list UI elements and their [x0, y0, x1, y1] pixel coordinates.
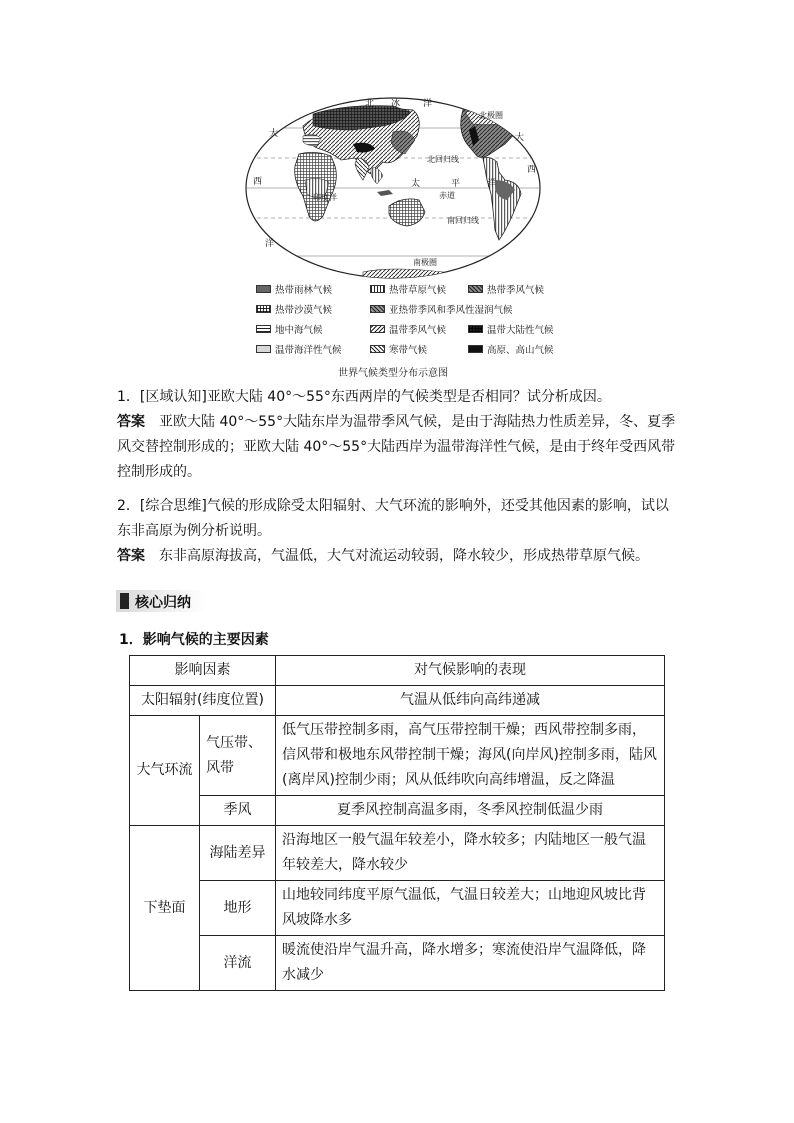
map-label-atlantic-right-1: 大 [515, 133, 525, 143]
map-label-atlantic-left-2: 西 [253, 177, 263, 187]
map-label-atlantic-left-1: 大 [269, 129, 279, 139]
table-group-cell: 大气环流 [130, 716, 200, 826]
section-marker-icon [120, 593, 129, 609]
legend-item [370, 302, 513, 316]
table-cell: 气压带、风带 [200, 716, 276, 796]
map-label-atlantic-right-2: 西 [527, 165, 537, 175]
legend-label: 温带大陆性气候 [487, 325, 554, 336]
legend-item [468, 322, 554, 336]
question-2-text: 2．[综合思维]气候的形成除受太阳辐射、大气环流的影响外，还受其他因素的影响，试以东非高原为例分析说明。 [117, 498, 669, 539]
table-row [130, 826, 665, 881]
map-label-equator: 赤道 [439, 191, 455, 200]
legend-swatch [256, 285, 271, 293]
table-cell: 地形 [200, 881, 276, 936]
map-label-pacific-3: 洋 [487, 179, 497, 189]
table-row [130, 686, 665, 716]
legend-label: 热带草原气候 [389, 285, 447, 296]
map-label-pacific-1: 太 [411, 179, 421, 189]
legend-label: 温带海洋性气候 [275, 345, 342, 356]
table-cell: 夏季风控制高温多雨，冬季风控制低温少雨 [276, 796, 665, 826]
map-label-tropic-capricorn: 南回归线 [447, 216, 479, 225]
legend-item [256, 342, 342, 356]
map-label-arctic-circle: 北极圈 [479, 111, 503, 120]
map-label-atlantic-left-3: 洋 [265, 239, 275, 249]
table-cell: 海陆差异 [200, 826, 276, 881]
answer-text: 亚欧大陆 40°～55°大陆东岸为温带季风气候，是由于海陆热力性质差异，冬、夏季风交替控制形成的；亚欧大陆 40°～55°大陆西岸为温带海洋性气候，是由于终年受西风带控制形成的。 [117, 414, 676, 480]
world-climate-map [243, 96, 543, 281]
map-caption: 世界气候类型分布示意图 [338, 368, 448, 379]
table-cell: 季风 [200, 796, 276, 826]
legend-label: 温带季风气候 [389, 325, 447, 336]
climate-factors-table [129, 655, 665, 991]
map-label-north-2: 冰 [391, 99, 401, 109]
legend-row [256, 342, 556, 360]
legend-label: 寒带气候 [389, 345, 428, 356]
legend-item [468, 342, 554, 356]
question-1-text: 1．[区域认知]亚欧大陆 40°～55°东西两岸的气候类型是否相同？试分析成因。 [117, 389, 611, 405]
table-cell: 暖流使沿岸气温升高，降水增多；寒流使沿岸气温降低，降水减少 [276, 936, 665, 991]
table-group-cell: 下垫面 [130, 826, 200, 991]
answer-label: 答案 [117, 548, 145, 564]
table-cell: 洋流 [200, 936, 276, 991]
table-row [130, 936, 665, 991]
table-header-row [130, 656, 665, 686]
legend-swatch [370, 305, 385, 313]
table-row [130, 881, 665, 936]
legend-swatch [468, 285, 483, 293]
map-label-antarctic-circle: 南极圈 [413, 258, 437, 267]
legend-swatch [468, 325, 483, 333]
section-heading-text: 核心归纳 [135, 595, 191, 611]
legend-label: 地中海气候 [275, 325, 323, 336]
legend-item [370, 282, 446, 296]
table-cell: 气温从低纬向高纬递减 [276, 686, 665, 716]
legend-label: 热带季风气候 [487, 285, 545, 296]
answer-text: 东非高原海拔高，气温低，大气对流运动较弱，降水较少，形成热带草原气候。 [159, 548, 649, 564]
answer-label: 答案 [117, 414, 145, 430]
legend-swatch [256, 305, 271, 313]
legend-swatch [468, 345, 483, 353]
table-cell: 低气压带控制多雨，高气压带控制干燥；西风带控制多雨，信风带和极地东风带控制干燥；海风(向岸风)控制多雨，陆风(离岸风)控制少雨；风从低纬吹向高纬增温，反之降温 [276, 716, 665, 796]
map-label-tropic-cancer: 北回归线 [427, 155, 459, 164]
table-row [130, 716, 665, 796]
table-header-cell: 影响因素 [130, 656, 276, 686]
legend-item [256, 302, 332, 316]
subheading: 1．影响气候的主要因素 [119, 632, 269, 648]
legend-item [256, 282, 332, 296]
legend-item [468, 282, 544, 296]
legend-swatch [370, 325, 385, 333]
table-cell: 山地较同纬度平原气温低，气温日较差大；山地迎风坡比背风坡降水多 [276, 881, 665, 936]
question-2-answer [117, 544, 682, 569]
legend-row [256, 302, 556, 320]
legend-swatch [256, 345, 271, 353]
legend-item [256, 322, 323, 336]
map-label-indian-ocean: 印度洋 [313, 193, 337, 202]
table-row [130, 796, 665, 826]
table-header-cell: 对气候影响的表现 [276, 656, 665, 686]
legend-row [256, 282, 556, 300]
legend-label: 热带雨林气候 [275, 285, 333, 296]
question-1-answer [117, 410, 682, 485]
legend-swatch [370, 345, 385, 353]
map-label-north-1: 北 [365, 99, 375, 109]
legend-item [370, 342, 427, 356]
table-cell: 太阳辐射(纬度位置) [130, 686, 276, 716]
legend-swatch [370, 285, 385, 293]
legend-label: 亚热带季风和季风性湿润气候 [389, 305, 513, 316]
legend-row [256, 322, 556, 340]
legend-swatch [256, 325, 271, 333]
question-2 [117, 494, 682, 569]
legend-label: 高原、高山气候 [487, 345, 554, 356]
map-label-north-3: 洋 [423, 99, 433, 109]
map-label-pacific-2: 平 [451, 179, 461, 189]
legend-label: 热带沙漠气候 [275, 305, 333, 316]
legend-item [370, 322, 446, 336]
table-cell: 沿海地区一般气温年较差小，降水较多；内陆地区一般气温年较差大，降水较少 [276, 826, 665, 881]
question-1 [117, 385, 682, 485]
section-heading [116, 590, 206, 612]
